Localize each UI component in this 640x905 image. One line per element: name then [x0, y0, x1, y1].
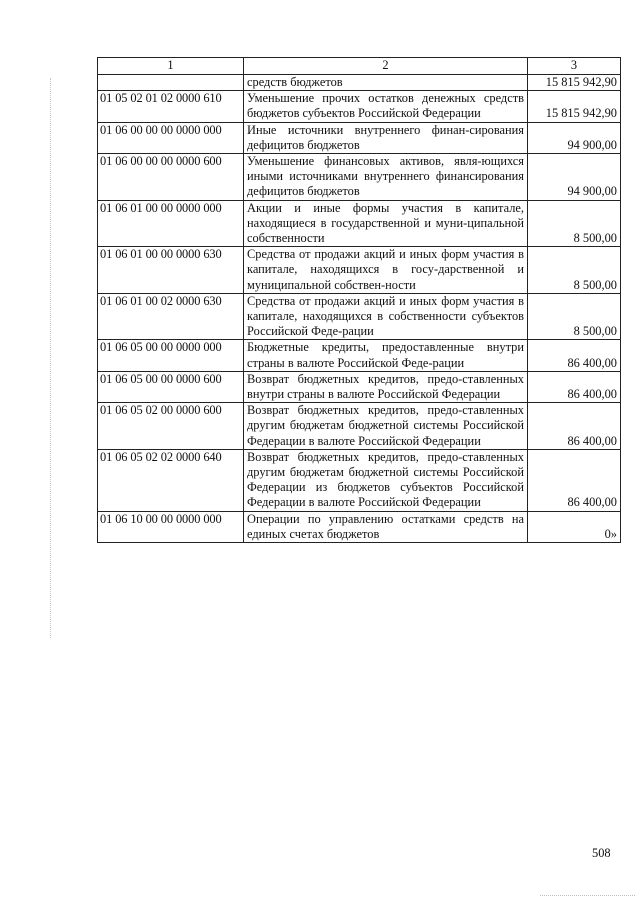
table-row: [98, 403, 621, 450]
table-row: [98, 293, 621, 340]
sources-table: [97, 57, 621, 543]
table-row: [98, 511, 621, 542]
row-code: 01 06 05 02 02 0000 640: [98, 449, 244, 511]
row-amount: 86 400,00: [528, 449, 621, 511]
table-row: [98, 91, 621, 122]
column-header-1: 1: [98, 58, 244, 75]
row-name: Средства от продажи акций и иных форм участия в капитале, находящихся в госу-дарственной и муниципальной собствен-ности: [244, 247, 528, 294]
row-code: 01 06 05 00 00 0000 000: [98, 340, 244, 371]
row-amount: 94 900,00: [528, 154, 621, 201]
row-amount: 86 400,00: [528, 340, 621, 371]
table-row: [98, 75, 621, 91]
column-header-2: 2: [244, 58, 528, 75]
page-number: 508: [592, 846, 611, 860]
table-row: [98, 200, 621, 247]
row-code: 01 06 05 00 00 0000 600: [98, 371, 244, 402]
row-name: Возврат бюджетных кредитов, предо-ставленных внутри страны в валюте Российской Федерации: [244, 371, 528, 402]
table-row: [98, 154, 621, 201]
row-amount: 86 400,00: [528, 371, 621, 402]
row-name: Возврат бюджетных кредитов, предо-ставленных другим бюджетам бюджетной системы Российской Федерации из бюджетов субъектов Российской Федерации в валюте Российской Федерации: [244, 449, 528, 511]
margin-mark: [50, 78, 52, 638]
row-amount: 15 815 942,90: [528, 75, 621, 91]
row-amount: 8 500,00: [528, 247, 621, 294]
row-name: Иные источники внутреннего финан-сирования дефицитов бюджетов: [244, 122, 528, 153]
row-code: 01 06 10 00 00 0000 000: [98, 511, 244, 542]
row-name: Акции и иные формы участия в капитале, находящиеся в государственной и муни-ципальной собственности: [244, 200, 528, 247]
row-name: Уменьшение прочих остатков денежных средств бюджетов субъектов Российской Федерации: [244, 91, 528, 122]
row-code: [98, 75, 244, 91]
row-code: 01 05 02 01 02 0000 610: [98, 91, 244, 122]
row-code: 01 06 00 00 00 0000 000: [98, 122, 244, 153]
column-header-3: 3: [528, 58, 621, 75]
table-row: [98, 122, 621, 153]
row-name: Бюджетные кредиты, предоставленные внутри страны в валюте Российской Феде-рации: [244, 340, 528, 371]
row-amount: 0»: [528, 511, 621, 542]
row-name: средств бюджетов: [244, 75, 528, 91]
row-amount: 86 400,00: [528, 403, 621, 450]
row-code: 01 06 01 00 00 0000 000: [98, 200, 244, 247]
row-name: Возврат бюджетных кредитов, предо-ставленных другим бюджетам бюджетной системы Российской Федерации в валюте Российской Федерации: [244, 403, 528, 450]
table-header-row: [98, 58, 621, 75]
table-row: [98, 247, 621, 294]
row-code: 01 06 00 00 00 0000 600: [98, 154, 244, 201]
row-name: Операции по управлению остатками средств на единых счетах бюджетов: [244, 511, 528, 542]
row-amount: 94 900,00: [528, 122, 621, 153]
table-row: [98, 340, 621, 371]
table-row: [98, 371, 621, 402]
row-amount: 8 500,00: [528, 293, 621, 340]
row-amount: 15 815 942,90: [528, 91, 621, 122]
row-code: 01 06 01 00 02 0000 630: [98, 293, 244, 340]
row-code: 01 06 05 02 00 0000 600: [98, 403, 244, 450]
footer-mark: [540, 895, 635, 897]
table-row: [98, 449, 621, 511]
row-name: Уменьшение финансовых активов, явля-ющихся иными источниками внутреннего финансирования дефицитов бюджетов: [244, 154, 528, 201]
row-amount: 8 500,00: [528, 200, 621, 247]
row-name: Средства от продажи акций и иных форм участия в капитале, находящихся в собственности субъектов Российской Феде-рации: [244, 293, 528, 340]
row-code: 01 06 01 00 00 0000 630: [98, 247, 244, 294]
